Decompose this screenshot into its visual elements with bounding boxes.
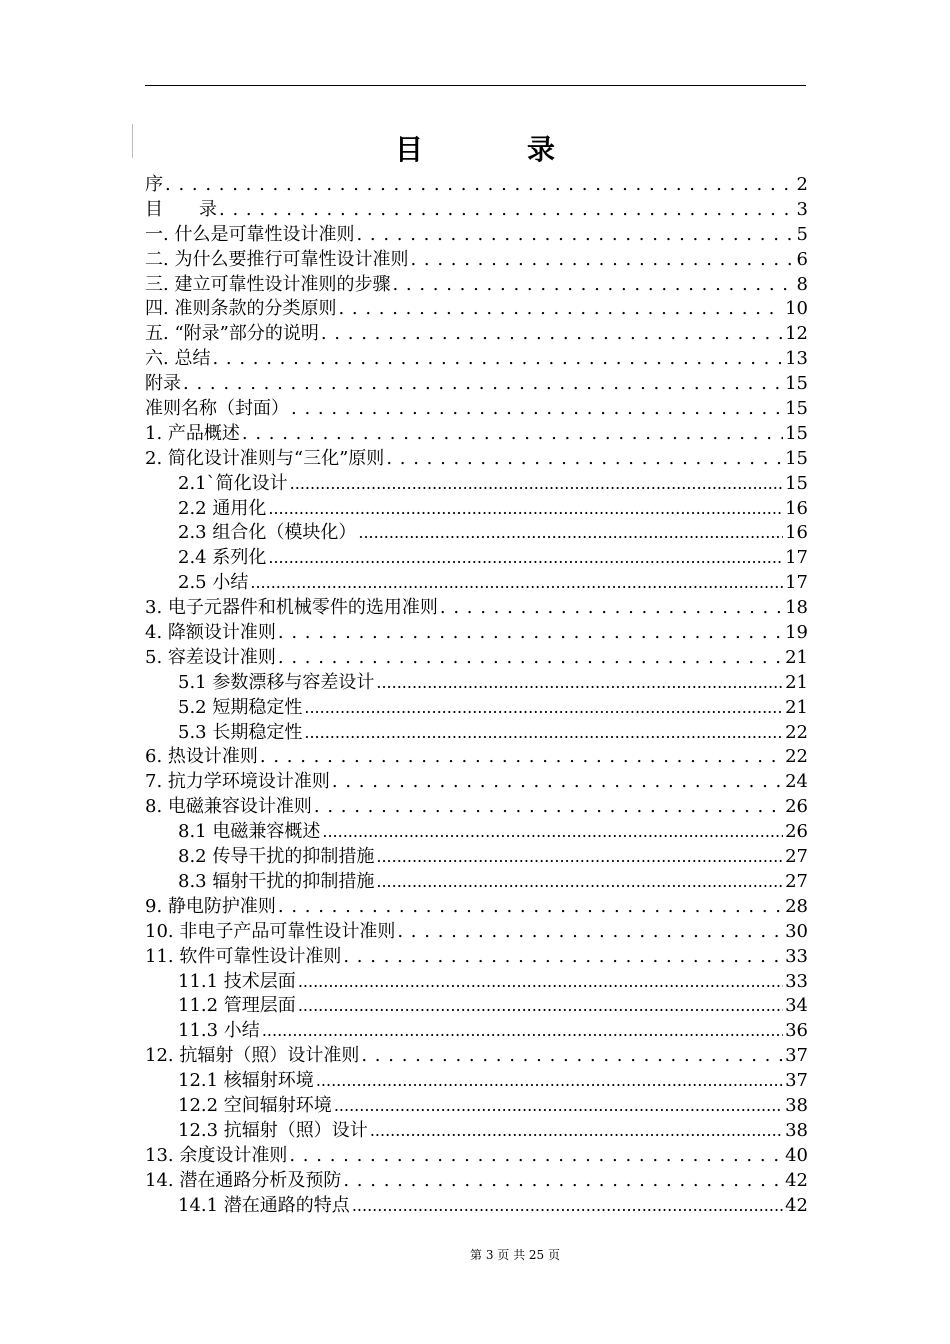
toc-entry[interactable] (145, 1044, 808, 1069)
toc-dot-leader (260, 745, 783, 770)
toc-entry-page-number: 17 (785, 572, 808, 594)
toc-entry[interactable] (145, 372, 808, 397)
toc-dot-leader (343, 945, 783, 970)
toc-entry[interactable] (145, 397, 808, 422)
toc-entry[interactable] (145, 1019, 808, 1044)
toc-entry-label: 11.2 管理层面 (178, 995, 296, 1017)
toc-dot-leader (440, 596, 783, 621)
toc-entry[interactable] (145, 1194, 808, 1219)
page-title: 目 录 (394, 133, 593, 166)
toc-entry[interactable] (145, 845, 808, 870)
toc-entry-label: 四. 准则条款的分类原则 (145, 298, 337, 320)
toc-entry[interactable] (145, 920, 808, 945)
toc-entry-label: 附录 (145, 373, 181, 395)
toc-entry-page-number: 42 (785, 1194, 808, 1216)
toc-entry-label: 12.1 核辐射环境 (178, 1070, 314, 1092)
toc-entry-page-number: 16 (785, 497, 808, 519)
toc-entry[interactable] (145, 173, 808, 198)
toc-dot-leader (314, 795, 783, 820)
toc-entry-page-number: 12 (785, 323, 808, 345)
toc-entry[interactable] (145, 1169, 808, 1194)
toc-entry-page-number: 13 (785, 348, 808, 370)
toc-entry-page-number: 2 (796, 174, 808, 195)
toc-entry[interactable] (145, 497, 808, 522)
toc-entry[interactable] (145, 820, 808, 845)
toc-entry-page-number: 15 (785, 422, 808, 444)
toc-entry[interactable] (145, 970, 808, 995)
toc-entry-label: 5.1 参数漂移与容差设计 (178, 671, 375, 693)
toc-entry-page-number: 10 (785, 298, 808, 320)
toc-entry-page-number: 24 (785, 771, 808, 793)
toc-entry-label: 6. 热设计准则 (145, 746, 258, 768)
toc-entry-label: 2. 简化设计准则与“三化”原则 (145, 447, 385, 469)
toc-entry-label: 2.5 小结 (178, 572, 249, 594)
toc-dot-leader (304, 721, 783, 746)
toc-entry-label: 2.4 系列化 (178, 547, 267, 569)
table-of-contents (145, 173, 808, 1218)
toc-entry[interactable] (145, 347, 808, 372)
toc-dot-leader (219, 198, 795, 223)
toc-entry-page-number: 27 (785, 846, 808, 868)
toc-dot-leader (332, 770, 783, 795)
toc-entry[interactable] (145, 422, 808, 447)
toc-entry-label: 六. 总结 (145, 348, 211, 370)
toc-dot-leader (358, 521, 783, 546)
toc-entry[interactable] (145, 297, 808, 322)
toc-entry-page-number: 19 (785, 622, 808, 644)
toc-dot-leader (392, 273, 794, 298)
toc-dot-leader (278, 895, 783, 920)
toc-dot-leader (165, 173, 795, 198)
toc-dot-leader (321, 322, 783, 347)
toc-entry[interactable] (145, 198, 808, 223)
toc-dot-leader (410, 248, 794, 273)
toc-entry-label: 11.3 小结 (178, 1020, 260, 1042)
toc-entry[interactable] (145, 472, 808, 497)
toc-entry[interactable] (145, 1144, 808, 1169)
toc-dot-leader (338, 297, 783, 322)
toc-dot-leader (298, 994, 783, 1019)
toc-entry-page-number: 21 (785, 671, 808, 693)
toc-entry-label: 2.3 组合化（模块化） (178, 522, 357, 544)
toc-entry[interactable] (145, 945, 808, 970)
toc-entry-page-number: 42 (785, 1169, 808, 1191)
toc-entry-page-number: 15 (785, 472, 808, 494)
toc-entry-page-number: 8 (796, 273, 808, 295)
toc-entry-label: 二. 为什么要推行可靠性设计准则 (145, 248, 409, 270)
toc-entry-page-number: 6 (796, 248, 808, 270)
toc-entry[interactable] (145, 696, 808, 721)
toc-dot-leader (316, 1069, 783, 1094)
toc-entry-label: 5. 容差设计准则 (145, 646, 276, 668)
toc-entry-label: 2.1`简化设计 (178, 472, 288, 494)
toc-entry-page-number: 30 (785, 920, 808, 942)
toc-entry-page-number: 16 (785, 522, 808, 544)
toc-entry-page-number: 36 (785, 1020, 808, 1042)
toc-dot-leader (212, 347, 783, 372)
toc-entry-page-number: 22 (785, 746, 808, 768)
toc-dot-leader (298, 970, 783, 995)
toc-entry-page-number: 27 (785, 870, 808, 892)
toc-dot-leader (242, 422, 783, 447)
toc-entry-label: 8.2 传导干扰的抑制措施 (178, 846, 375, 868)
toc-dot-leader (278, 646, 783, 671)
toc-entry[interactable] (145, 1069, 808, 1094)
toc-entry-page-number: 37 (785, 1045, 808, 1067)
toc-dot-leader (356, 223, 794, 248)
toc-entry[interactable] (145, 994, 808, 1019)
toc-entry-page-number: 40 (785, 1144, 808, 1166)
toc-entry-page-number: 15 (785, 373, 808, 395)
toc-entry[interactable] (145, 671, 808, 696)
toc-entry[interactable] (145, 795, 808, 820)
toc-entry[interactable] (145, 870, 808, 895)
toc-dot-leader (250, 571, 783, 596)
toc-entry-label: 2.2 通用化 (178, 497, 267, 519)
toc-entry-label: 12.3 抗辐射（照）设计 (178, 1119, 368, 1141)
toc-entry-label: 10. 非电子产品可靠性设计准则 (145, 920, 396, 942)
toc-entry-page-number: 22 (785, 721, 808, 743)
toc-entry-label: 5.2 短期稳定性 (178, 696, 303, 718)
toc-entry[interactable] (145, 1094, 808, 1119)
toc-entry-page-number: 3 (796, 198, 808, 220)
toc-dot-leader (322, 820, 783, 845)
toc-dot-leader (370, 1119, 783, 1144)
header-rule (145, 85, 806, 86)
toc-entry-label: 11.1 技术层面 (178, 970, 296, 992)
toc-entry-page-number: 28 (785, 895, 808, 917)
toc-dot-leader (386, 447, 783, 472)
page-footer: 第 3 页 共 25 页 (470, 1248, 560, 1262)
toc-entry-page-number: 15 (785, 447, 808, 469)
toc-entry-page-number: 38 (785, 1119, 808, 1141)
toc-entry[interactable] (145, 248, 808, 273)
toc-entry-label: 9. 静电防护准则 (145, 895, 276, 917)
toc-dot-leader (343, 1169, 783, 1194)
toc-entry-page-number: 26 (785, 821, 808, 843)
toc-entry[interactable] (145, 223, 808, 248)
toc-dot-leader (183, 372, 783, 397)
toc-dot-leader (352, 1194, 783, 1219)
toc-entry-label: 12.2 空间辐射环境 (178, 1094, 332, 1116)
toc-entry-label: 13. 余度设计准则 (145, 1144, 288, 1166)
toc-entry-label: 8.1 电磁兼容概述 (178, 821, 321, 843)
toc-entry[interactable] (145, 646, 808, 671)
toc-dot-leader (278, 621, 783, 646)
toc-entry-label: 目 录 (145, 198, 217, 220)
toc-entry[interactable] (145, 745, 808, 770)
toc-entry-page-number: 33 (785, 945, 808, 967)
toc-entry-page-number: 21 (785, 646, 808, 668)
toc-entry-label: 序 (145, 174, 163, 195)
toc-entry-page-number: 18 (785, 597, 808, 619)
toc-dot-leader (361, 1044, 783, 1069)
toc-entry[interactable] (145, 322, 808, 347)
toc-entry-label: 1. 产品概述 (145, 422, 240, 444)
toc-entry-page-number: 34 (785, 995, 808, 1017)
toc-entry[interactable] (145, 521, 808, 546)
toc-entry[interactable] (145, 621, 808, 646)
toc-entry[interactable] (145, 571, 808, 596)
toc-entry[interactable] (145, 721, 808, 746)
toc-dot-leader (289, 1144, 783, 1169)
toc-entry-label: 5.3 长期稳定性 (178, 721, 303, 743)
toc-entry-label: 五. “附录”部分的说明 (145, 323, 319, 345)
toc-dot-leader (268, 546, 783, 571)
toc-entry-label: 11. 软件可靠性设计准则 (145, 945, 342, 967)
toc-entry-label: 12. 抗辐射（照）设计准则 (145, 1045, 360, 1067)
toc-entry-page-number: 21 (785, 696, 808, 718)
toc-entry-label: 一. 什么是可靠性设计准则 (145, 223, 355, 245)
toc-entry-label: 三. 建立可靠性设计准则的步骤 (145, 273, 391, 295)
toc-entry-label: 14. 潜在通路分析及预防 (145, 1169, 342, 1191)
toc-entry-label: 7. 抗力学环境设计准则 (145, 771, 330, 793)
toc-entry-label: 8. 电磁兼容设计准则 (145, 796, 312, 818)
toc-entry-page-number: 15 (785, 398, 808, 420)
toc-entry[interactable] (145, 895, 808, 920)
toc-entry-page-number: 38 (785, 1094, 808, 1116)
toc-entry-page-number: 26 (785, 796, 808, 818)
toc-dot-leader (290, 472, 783, 497)
toc-entry-label: 4. 降额设计准则 (145, 622, 276, 644)
toc-entry[interactable] (145, 447, 808, 472)
toc-entry-label: 准则名称（封面） (145, 398, 289, 420)
toc-entry[interactable] (145, 273, 808, 298)
toc-dot-leader (262, 1019, 783, 1044)
toc-dot-leader (334, 1094, 783, 1119)
toc-entry[interactable] (145, 596, 808, 621)
toc-entry-label: 8.3 辐射干扰的抑制措施 (178, 870, 375, 892)
toc-dot-leader (376, 671, 783, 696)
toc-dot-leader (376, 870, 783, 895)
toc-dot-leader (397, 920, 783, 945)
toc-entry-page-number: 33 (785, 970, 808, 992)
toc-entry-label: 3. 电子元器件和机械零件的选用准则 (145, 597, 438, 619)
toc-entry-page-number: 5 (796, 223, 808, 245)
toc-dot-leader (291, 397, 783, 422)
toc-entry-page-number: 37 (785, 1070, 808, 1092)
toc-dot-leader (304, 696, 783, 721)
toc-dot-leader (268, 497, 783, 522)
toc-entry-page-number: 17 (785, 547, 808, 569)
toc-entry[interactable] (145, 1119, 808, 1144)
toc-entry[interactable] (145, 770, 808, 795)
toc-dot-leader (376, 845, 783, 870)
toc-entry[interactable] (145, 546, 808, 571)
toc-entry-label: 14.1 潜在通路的特点 (178, 1194, 350, 1216)
